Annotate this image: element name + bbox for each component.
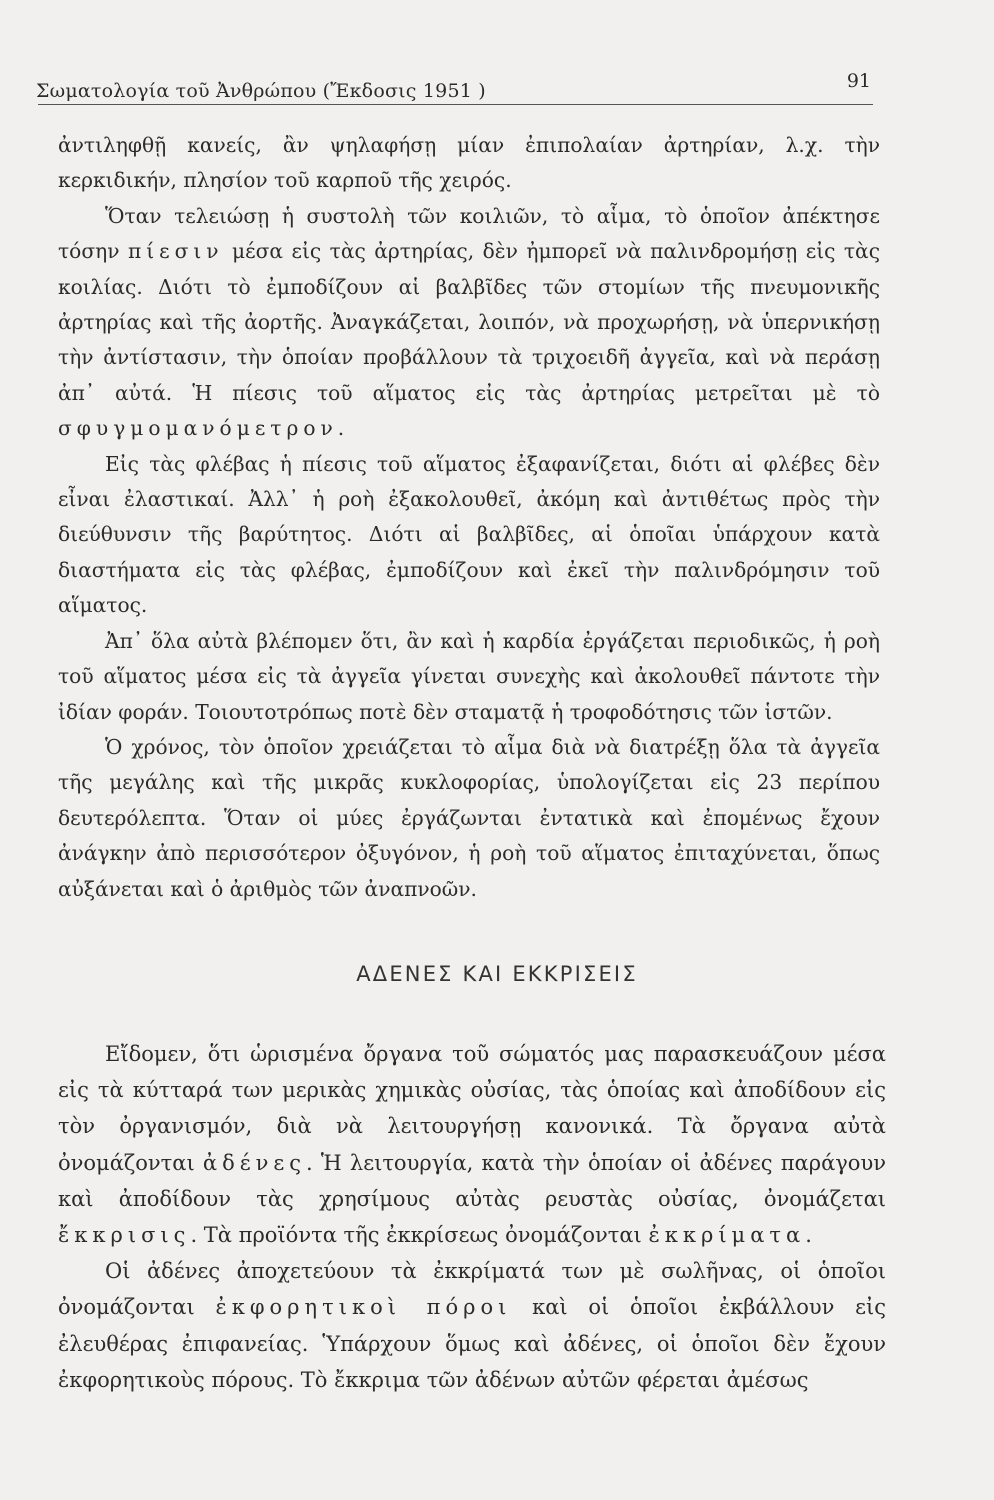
paragraph-3: Εἰς τὰς φλέβας ἡ πίεσις τοῦ αἵματος ἐξαφανίζεται, διότι αἱ φλέβες δὲν εἶναι ἐλαστικαί. Ἀλλ᾽ ἡ ροὴ ἐξακολουθεῖ, ἀκόμη καὶ ἀντιθέτως πρὸς τὴν διεύθυνσιν τῆς βαρύτητος. Διότι αἱ βαλβῖδες, αἱ ὁποῖαι ὑπάρχουν κατὰ διαστήματα εἰς τὰς φλέβας, ἐμποδίζουν καὶ ἐκεῖ τὴν παλινδρόμησιν τοῦ αἵματος.: [58, 451, 880, 618]
paragraph-4: Ἀπ᾽ ὅλα αὐτὰ βλέπομεν ὅτι, ἂν καὶ ἡ καρδία ἐργάζεται περιοδικῶς, ἡ ροὴ τοῦ αἵματος μέσα εἰς τὰ ἀγγεῖα γίνεται συνεχὴς καὶ ἀκολουθεῖ πάντοτε τὴν ἰδίαν φοράν. Τοιουτοτρόπως ποτὲ δὲν σταματᾷ ἡ τροφοδότησις τῶν ἱστῶν.: [58, 628, 880, 724]
paragraph-1: ἀντιληφθῇ κανείς, ἂν ψηλαφήσῃ μίαν ἐπιπολαίαν ἀρτηρίαν, λ.χ. τὴν κερκιδικήν, πλησίον τοῦ καρποῦ τῆς χειρός.: [58, 133, 880, 193]
paragraph-5: Ὁ χρόνος, τὸν ὁποῖον χρειάζεται τὸ αἷμα διὰ νὰ διατρέξῃ ὅλα τὰ ἀγγεῖα τῆς μεγάλης καὶ τῆς μικρᾶς κυκλοφορίας, ὑπολογίζεται εἰς 23 περίπου δευτερόλεπτα. Ὅταν οἱ μύες ἐργάζωνται ἐντατικὰ καὶ ἐπομένως ἔχουν ἀνάγκην ἀπὸ περισσότερον ὀξυγόνον, ἡ ροὴ τοῦ αἵματος ἐπιταχύνεται, ὅπως αὐξάνεται καὶ ὁ ἀριθμὸς τῶν ἀναπνοῶν.: [58, 734, 880, 901]
paragraph-6-part-b: . Ἡ λειτουργία, κατὰ τὴν ὁποίαν οἱ ἀδένες παράγουν καὶ ἀποδίδουν τὰς χρησίμους αὐτὰς ρευστὰς οὐσίας, ὀνομάζεται: [58, 1150, 886, 1211]
emphasis-piesin: πίεσιν: [127, 239, 224, 264]
page-header: [28, 70, 873, 110]
paragraph-2: [58, 199, 880, 447]
paragraph-6-part-c: . Τὰ προϊόντα τῆς ἐκκρίσεως ὀνομάζονται: [190, 1223, 649, 1248]
section-heading: ΑΔΕΝΕΣ ΚΑΙ ΕΚΚΡΙΣΕΙΣ: [356, 962, 638, 986]
paragraph-6-part-d: .: [805, 1223, 812, 1248]
running-title: Σωματολογία τοῦ Ἀνθρώπου (Ἔκδοσις 1951 ): [36, 80, 486, 102]
circulation-text: [58, 128, 880, 907]
glands-text: [58, 1036, 886, 1398]
emphasis-ekkrisis: ἔκκρισις: [58, 1223, 191, 1248]
paragraph-7-part-b: καὶ οἱ ὁποῖοι ἐκβάλλουν εἰς ἐλευθέρας ἐπιφανείας. Ὑπάρχουν ὅμως καὶ ἀδένες, οἱ ὁποῖοι δὲν ἔχουν ἐκφορητικοὺς πόρους. Τὸ ἔκκριμα τῶν ἀδένων αὐτῶν φέρεται ἀμέσως: [58, 1295, 886, 1392]
paragraph-2-part-c: .: [337, 416, 345, 441]
page-number: 91: [846, 70, 871, 92]
emphasis-sfygmomanometron: σφυγμομανόμετρον: [58, 416, 338, 441]
emphasis-ekforitikoi-poroi: ἐκφορητικοὶ πόροι: [215, 1295, 512, 1320]
paragraph-2-part-a: Ὅταν τελειώσῃ ἡ συστολὴ τῶν κοιλιῶν, τὸ αἷμα, τὸ ὁποῖον ἀπέκτησε τόσην: [58, 203, 880, 264]
paragraph-7: [58, 1253, 886, 1398]
emphasis-adenes: ἀδένες: [202, 1150, 307, 1175]
paragraph-6-part-a: Εἴδομεν, ὅτι ὡρισμένα ὄργανα τοῦ σώματός μας παρασκευάζουν μέσα εἰς τὰ κύτταρά των μερικὰς χημικὰς οὐσίας, τὰς ὁποίας καὶ ἀποδίδουν εἰς τὸν ὀργανισμόν, διὰ νὰ λειτουργήσῃ κανονικά. Τὰ ὄργανα αὐτὰ ὀνομάζονται: [58, 1042, 886, 1175]
emphasis-ekkrimata: ἐκκρίματα: [648, 1223, 806, 1248]
header-rule: [38, 104, 873, 105]
paragraph-2-part-b: μέσα εἰς τὰς ἀρτηρίας, δὲν ἠμπορεῖ νὰ παλινδρομήσῃ εἰς τὰς κοιλίας. Διότι τὸ ἐμποδίζουν αἱ βαλβῖδες τῶν στομίων τῆς πνευμονικῆς ἀρτηρίας καὶ τῆς ἀορτῆς. Ἀναγκάζεται, λοιπόν, νὰ προχωρήσῃ, νὰ ὑπερνικήσῃ τὴν ἀντίστασιν, τὴν ὁποίαν προβάλλουν τὰ τριχοειδῆ ἀγγεῖα, καὶ νὰ περάσῃ ἀπ᾽ αὐτά. Ἡ πίεσις τοῦ αἵματος εἰς τὰς ἀρτηρίας μετρεῖται μὲ τὸ: [58, 239, 881, 405]
paragraph-7-part-a: Οἱ ἀδένες ἀποχετεύουν τὰ ἐκκρίματά των μὲ σωλῆνας, οἱ ὁποῖοι ὀνομάζονται: [58, 1259, 886, 1320]
paragraph-6: [58, 1036, 886, 1253]
